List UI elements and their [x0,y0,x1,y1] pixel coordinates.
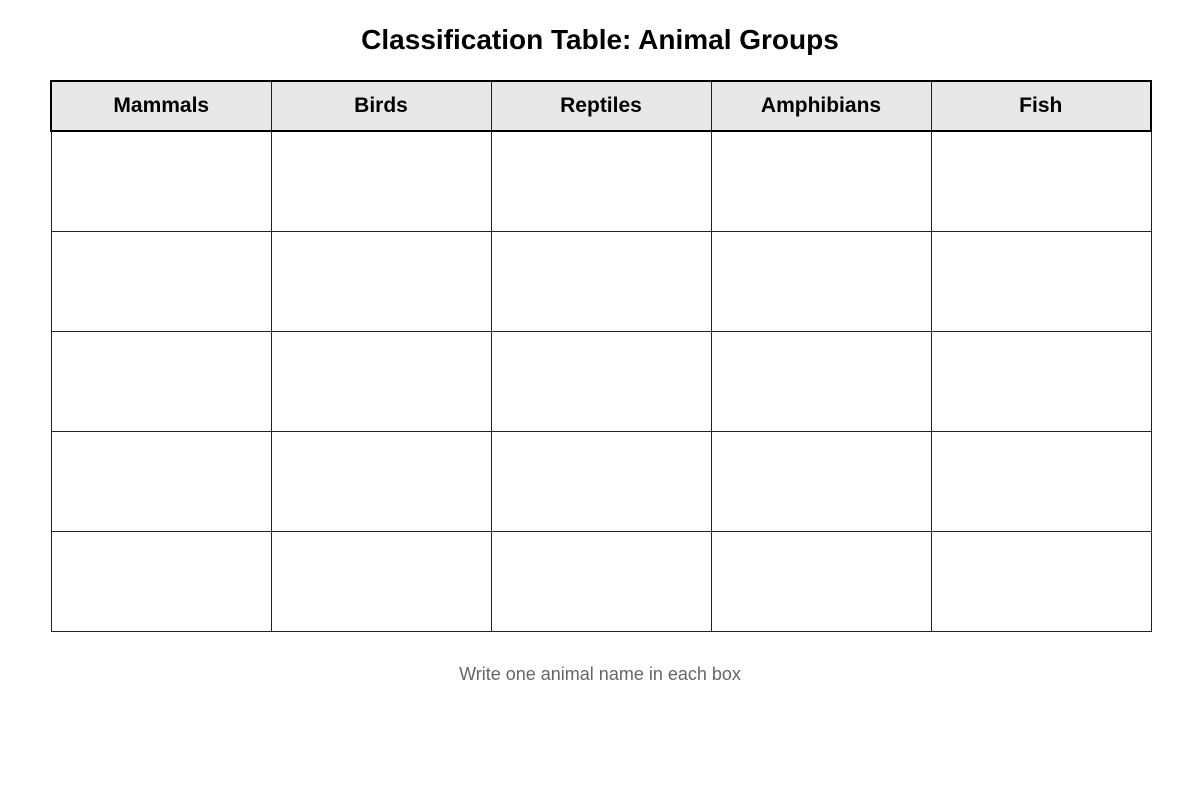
answer-cell[interactable] [271,131,491,231]
answer-cell[interactable] [711,331,931,431]
page-title: Classification Table: Animal Groups [361,24,839,55]
answer-cell[interactable] [51,431,271,531]
table-row [51,431,1151,531]
answer-cell[interactable] [271,531,491,631]
answer-cell[interactable] [491,431,711,531]
answer-cell[interactable] [931,531,1151,631]
header-amphibians: Amphibians [711,81,931,131]
table-row [51,331,1151,431]
answer-cell[interactable] [271,431,491,531]
table-row [51,231,1151,331]
answer-cell[interactable] [931,331,1151,431]
answer-cell[interactable] [51,531,271,631]
answer-cell[interactable] [51,231,271,331]
answer-cell[interactable] [711,131,931,231]
answer-cell[interactable] [711,531,931,631]
answer-cell[interactable] [491,231,711,331]
header-fish: Fish [931,81,1151,131]
answer-cell[interactable] [931,231,1151,331]
answer-cell[interactable] [931,431,1151,531]
answer-cell[interactable] [491,331,711,431]
answer-cell[interactable] [491,531,711,631]
answer-cell[interactable] [711,231,931,331]
classification-table [50,80,1152,632]
answer-cell[interactable] [271,231,491,331]
header-reptiles: Reptiles [491,81,711,131]
header-birds: Birds [271,81,491,131]
answer-cell[interactable] [51,131,271,231]
answer-cell[interactable] [51,331,271,431]
table-row [51,131,1151,231]
header-mammals: Mammals [51,81,271,131]
table-row [51,531,1151,631]
answer-cell[interactable] [491,131,711,231]
answer-cell[interactable] [711,431,931,531]
answer-cell[interactable] [271,331,491,431]
answer-cell[interactable] [931,131,1151,231]
header-row [51,81,1151,131]
instruction-text: Write one animal name in each box [459,664,741,684]
